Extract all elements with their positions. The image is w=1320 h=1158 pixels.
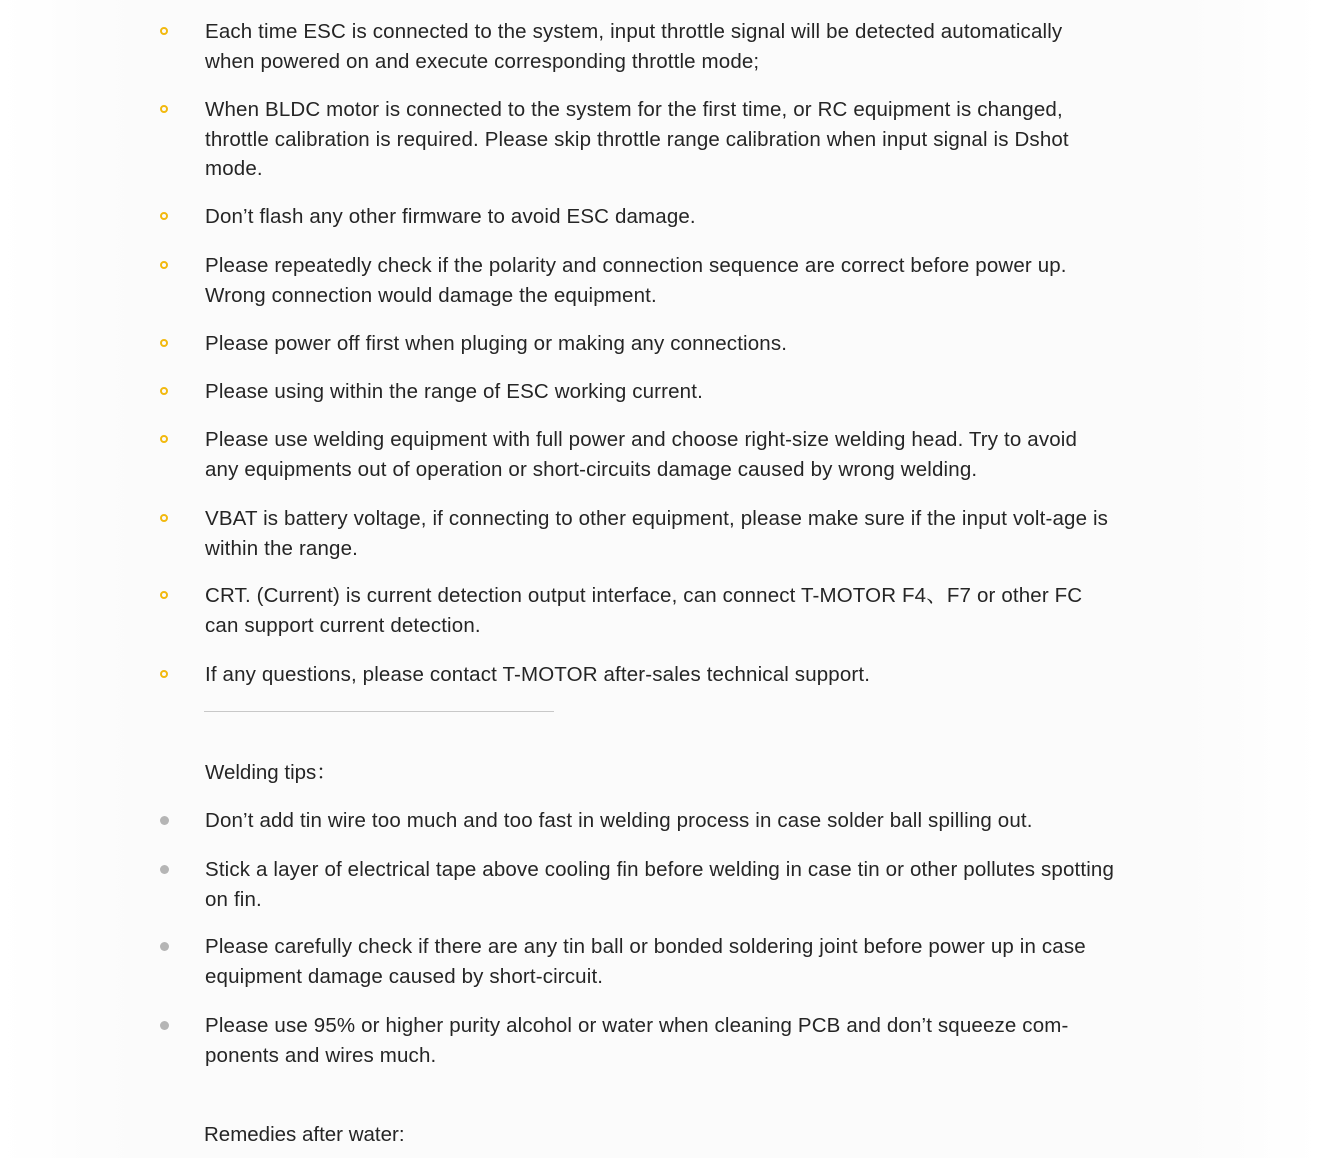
- list-item-text: Don’t add tin wire too much and too fast in welding process in case solder ball spilling out.: [205, 809, 1033, 832]
- list-item-text: Don’t flash any other firmware to avoid ESC damage.: [205, 205, 696, 228]
- ring-bullet-icon: [160, 387, 168, 395]
- ring-bullet-icon: [160, 212, 168, 220]
- list-item-text: Please carefully check if there are any tin ball or bonded soldering joint before power up in case equipment damage caused by short-circuit.: [205, 935, 1086, 988]
- list-item-text: VBAT is battery voltage, if connecting to other equipment, please make sure if the input volt-age is within the range.: [205, 507, 1109, 560]
- list-item-text: Please use 95% or higher purity alcohol or water when cleaning PCB and don’t squeeze com-ponents and wires much.: [205, 1014, 1069, 1067]
- list-item-text: Please power off first when pluging or making any connections.: [205, 332, 788, 355]
- section-divider: [204, 711, 554, 712]
- list-item-text: Please use welding equipment with full power and choose right-size welding head. Try to avoid any equipments out of operation or short-circuits damage caused by wrong welding.: [205, 428, 1078, 481]
- ring-bullet-icon: [160, 514, 168, 522]
- list-item-text: Please using within the range of ESC working current.: [205, 380, 703, 403]
- ring-bullet-icon: [160, 27, 168, 35]
- dot-bullet-icon: [160, 816, 169, 825]
- list-item-text: If any questions, please contact T-MOTOR after-sales technical support.: [205, 663, 871, 686]
- welding-tips-heading: Welding tips：: [205, 761, 337, 784]
- list-item-text: When BLDC motor is connected to the system for the first time, or RC equipment is changed, throttle calibration is required. Please skip throttle range calibration when input signal is Dshot mode.: [205, 98, 1069, 180]
- ring-bullet-icon: [160, 261, 168, 269]
- list-item-text: CRT. (Current) is current detection output interface, can connect T-MOTOR F4、F7 or other FC can support current detection.: [205, 584, 1083, 637]
- list-item-text: Each time ESC is connected to the system, input throttle signal will be detected automatically when powered on and execute corresponding throttle mode;: [205, 20, 1063, 73]
- dot-bullet-icon: [160, 1021, 169, 1030]
- ring-bullet-icon: [160, 435, 168, 443]
- dot-bullet-icon: [160, 865, 169, 874]
- dot-bullet-icon: [160, 942, 169, 951]
- ring-bullet-icon: [160, 591, 168, 599]
- ring-bullet-icon: [160, 339, 168, 347]
- list-item-text: Stick a layer of electrical tape above cooling fin before welding in case tin or other pollutes spotting on fin.: [205, 858, 1115, 911]
- ring-bullet-icon: [160, 105, 168, 113]
- list-item-text: Please repeatedly check if the polarity and connection sequence are correct before power up. Wrong connection would damage the equipment.: [205, 254, 1067, 307]
- ring-bullet-icon: [160, 670, 168, 678]
- remedies-heading: Remedies after water:: [204, 1123, 405, 1146]
